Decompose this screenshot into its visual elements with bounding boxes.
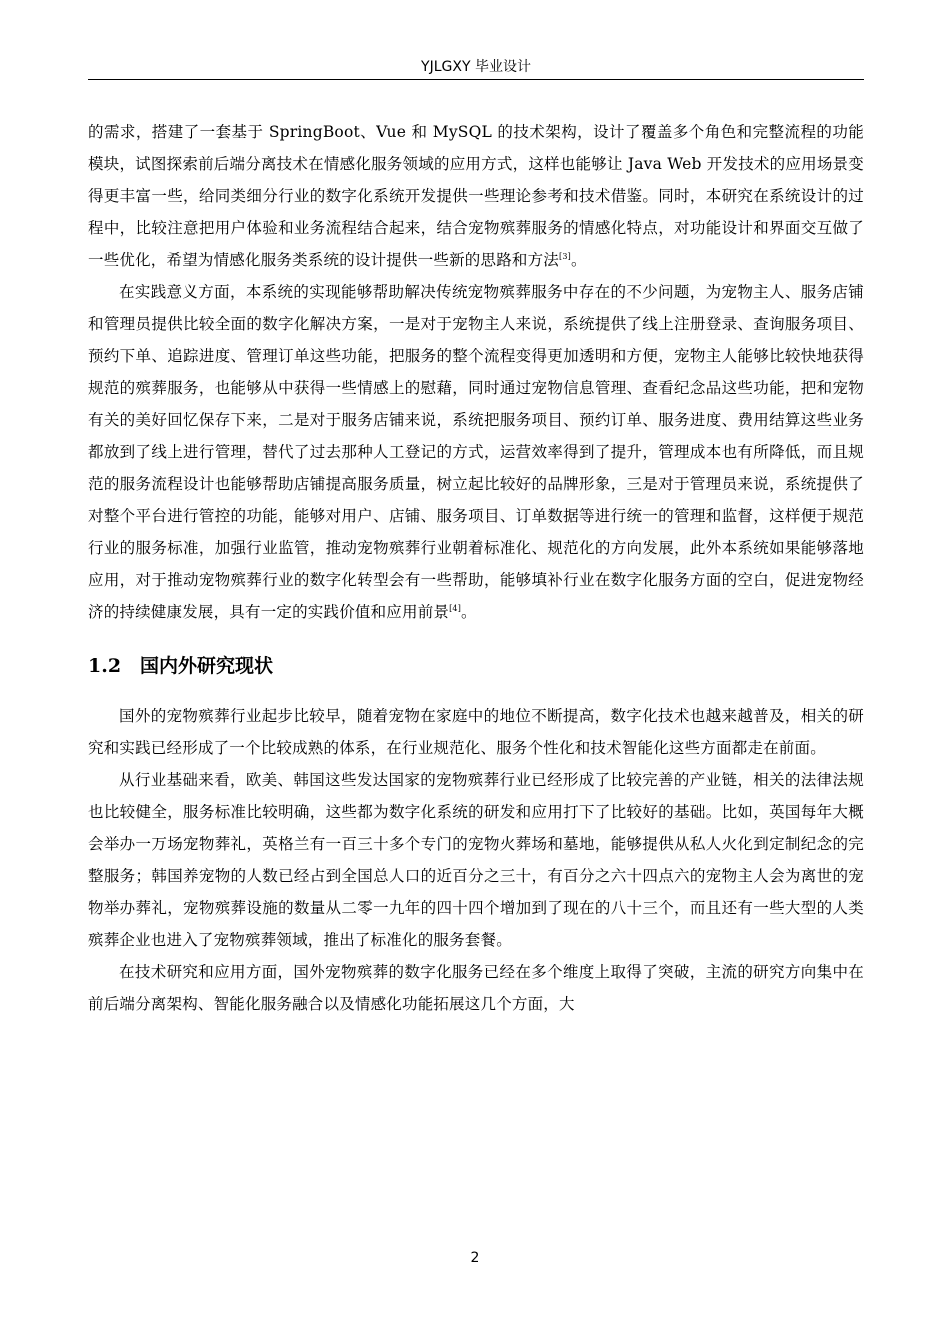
paragraph-technology: 在技术研究和应用方面，国外宠物殡葬的数字化服务已经在多个维度上取得了突破，主流的研究方向集中在前后端分离架构、智能化服务融合以及情感化功能拓展这几个方面，大 (88, 963, 864, 1013)
paragraph-tail: 。 (461, 603, 477, 621)
paragraph-continued (88, 116, 864, 276)
paragraph-industry-basis: 从行业基础来看，欧美、韩国这些发达国家的宠物殡葬行业已经形成了比较完善的产业链，相关的法律法规也比较健全，服务标准比较明确，这些都为数字化系统的研发和应用打下了比较好的基础。比如，英国每年大概会举办一万场宠物葬礼，英格兰有一百三十多个专门的宠物火葬场和墓地，能够提供从私人火化到定制纪念的完整服务；韩国养宠物的人数已经占到全国总人口的近百分之三十，有百分之六十四点六的宠物主人会为离世的宠物举办葬礼，宠物殡葬设施的数量从二零一九年的四十四个增加到了现在的八十三个，而且还有一些大型的人类殡葬企业也进入了宠物殡葬领域，推出了标准化的服务套餐。 (88, 771, 864, 949)
running-header: YJLGXY 毕业设计 (421, 59, 531, 75)
section-heading (88, 646, 864, 686)
paragraph-text: 的需求，搭建了一套基于 SpringBoot、Vue 和 MySQL 的技术架构，设计了覆盖多个角色和完整流程的功能模块，试图探索前后端分离技术在情感化服务领域的应用方式，这样也能够让 Java Web 开发技术的应用场景变得更丰富一些，给同类细分行业的数字化系统开发提供一些理论参考和技术借鉴。同时，本研究在系统设计的过程中，比较注意把用户体验和业务流程结合起来，结合宠物殡葬服务的情感化特点，对功能设计和界面交互做了一些优化，希望为情感化服务类系统的设计提供一些新的思路和方法 (88, 123, 864, 269)
paragraph-tail: 。 (570, 251, 587, 269)
citation-ref: [4] (449, 603, 462, 613)
citation-ref: [3] (559, 251, 571, 261)
section-number: 1.2 (88, 655, 122, 677)
page-body (88, 116, 864, 1020)
header-divider (88, 79, 864, 80)
page-number: 2 (470, 1250, 480, 1266)
paragraph-text: 在实践意义方面，本系统的实现能够帮助解决传统宠物殡葬服务中存在的不少问题，为宠物主人、服务店铺和管理员提供比较全面的数字化解决方案，一是对于宠物主人来说，系统提供了线上注册登录、查询服务项目、预约下单、追踪进度、管理订单这些功能，把服务的整个流程变得更加透明和方便，宠物主人能够比较快地获得规范的殡葬服务，也能够从中获得一些情感上的慰藉，同时通过宠物信息管理、查看纪念品这些功能，把和宠物有关的美好回忆保存下来，二是对于服务店铺来说，系统把服务项目、预约订单、服务进度、费用结算这些业务都放到了线上进行管理，替代了过去那种人工登记的方式，运营效率得到了提升，管理成本也有所降低，而且规范的服务流程设计也能够帮助店铺提高服务质量，树立起比较好的品牌形象，三是对于管理员来说，系统提供了对整个平台进行管控的功能，能够对用户、店铺、服务项目、订单数据等进行统一的管理和监督，这样便于规范行业的服务标准，加强行业监管，推动宠物殡葬行业朝着标准化、规范化的方向发展，此外本系统如果能够落地应用，对于推动宠物殡葬行业的数字化转型会有一些帮助，能够填补行业在数字化服务方面的空白，促进宠物经济的持续健康发展，具有一定的实践价值和应用前景 (88, 283, 864, 621)
paragraph-practical-significance (88, 276, 864, 628)
paragraph-overview: 国外的宠物殡葬行业起步比较早，随着宠物在家庭中的地位不断提高，数字化技术也越来越普及，相关的研究和实践已经形成了一个比较成熟的体系，在行业规范化、服务个性化和技术智能化这些方面都走在前面。 (88, 707, 864, 757)
section-title: 国内外研究现状 (140, 655, 274, 677)
